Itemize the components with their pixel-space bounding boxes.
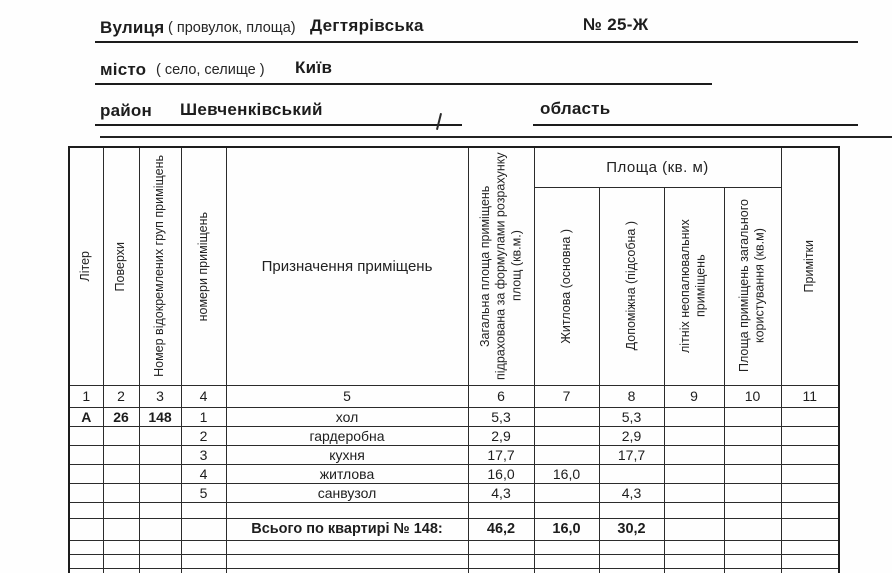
street-label: Вулиця [100, 18, 165, 37]
table-row-empty [69, 502, 839, 518]
table-row [69, 483, 839, 502]
cell-total-area: 2,9 [468, 426, 534, 445]
cell-floors [103, 426, 139, 445]
column-number: 6 [468, 385, 534, 407]
cell-common-area [724, 426, 781, 445]
cell-group [139, 568, 181, 573]
header-total-area: Загальна площа приміщень підрахована за формулами розрахунку площ (кв.м.) [468, 147, 534, 385]
district-underline [95, 124, 462, 126]
table-row-empty [69, 540, 839, 554]
cell-living-area: 16,0 [534, 518, 599, 540]
cell-notes [781, 540, 839, 554]
cell-summer-area [664, 407, 724, 426]
region-label: область [540, 99, 611, 118]
district-label: район [100, 101, 152, 120]
house-number-value: № 25-Ж [583, 15, 649, 34]
cell-room-number [181, 518, 226, 540]
cell-notes [781, 483, 839, 502]
cell-summer-area [664, 540, 724, 554]
cell-liter [69, 502, 103, 518]
cell-aux-area [599, 464, 664, 483]
cell-common-area [724, 464, 781, 483]
column-number-row [69, 385, 839, 407]
cell-purpose: хол [226, 407, 468, 426]
cell-common-area [724, 540, 781, 554]
cell-notes [781, 518, 839, 540]
cell-group: 148 [139, 407, 181, 426]
cell-floors [103, 568, 139, 573]
cell-floors [103, 445, 139, 464]
header-notes: Примітки [781, 147, 839, 385]
cell-room-number [181, 540, 226, 554]
cell-room-number [181, 568, 226, 573]
cell-summer-area [664, 464, 724, 483]
city-value: Київ [295, 58, 333, 77]
cell-liter [69, 445, 103, 464]
column-number: 4 [181, 385, 226, 407]
cell-room-number [181, 554, 226, 568]
cell-room-number: 1 [181, 407, 226, 426]
cell-group [139, 464, 181, 483]
cell-living-area [534, 568, 599, 573]
cell-floors [103, 502, 139, 518]
cell-liter [69, 568, 103, 573]
total-label: Всього по квартирі № 148: [226, 518, 468, 540]
cell-floors [103, 554, 139, 568]
stray-tick-mark [436, 113, 442, 130]
cell-purpose [226, 502, 468, 518]
cell-liter [69, 483, 103, 502]
cell-total-area: 17,7 [468, 445, 534, 464]
cell-group [139, 445, 181, 464]
cell-group [139, 518, 181, 540]
cell-summer-area [664, 483, 724, 502]
cell-living-area [534, 483, 599, 502]
cell-aux-area: 2,9 [599, 426, 664, 445]
cell-liter [69, 518, 103, 540]
cell-notes [781, 407, 839, 426]
table-row-empty [69, 568, 839, 573]
cell-summer-area [664, 426, 724, 445]
cell-group [139, 483, 181, 502]
cell-aux-area: 30,2 [599, 518, 664, 540]
cell-common-area [724, 407, 781, 426]
cell-living-area [534, 540, 599, 554]
cell-aux-area: 4,3 [599, 483, 664, 502]
table-row [69, 426, 839, 445]
section-divider-line [100, 136, 892, 138]
region-underline [533, 124, 858, 126]
cell-floors [103, 464, 139, 483]
cell-living-area [534, 445, 599, 464]
column-number: 3 [139, 385, 181, 407]
cell-group [139, 426, 181, 445]
table-row-empty [69, 554, 839, 568]
cell-aux-area [599, 554, 664, 568]
cell-room-number: 4 [181, 464, 226, 483]
cell-purpose [226, 540, 468, 554]
cell-notes [781, 464, 839, 483]
cell-common-area [724, 483, 781, 502]
cell-notes [781, 502, 839, 518]
column-number: 2 [103, 385, 139, 407]
cell-aux-area [599, 540, 664, 554]
cell-summer-area [664, 502, 724, 518]
cell-room-number: 3 [181, 445, 226, 464]
cell-total-area: 4,3 [468, 483, 534, 502]
header-common-area: Площа приміщень загального користування (кв.м) [724, 187, 781, 385]
cell-notes [781, 426, 839, 445]
cell-purpose: кухня [226, 445, 468, 464]
cell-common-area [724, 554, 781, 568]
street-sublabel: ( провулок, площа) [168, 20, 296, 36]
cell-floors [103, 483, 139, 502]
cell-purpose: гардеробна [226, 426, 468, 445]
cell-purpose: житлова [226, 464, 468, 483]
header-liter: Літер [69, 147, 103, 385]
cell-common-area [724, 568, 781, 573]
cell-aux-area: 5,3 [599, 407, 664, 426]
cell-total-area: 16,0 [468, 464, 534, 483]
header-aux-area: Допоміжна (підсобна ) [599, 187, 664, 385]
cell-total-area [468, 502, 534, 518]
city-label: місто [100, 60, 147, 79]
cell-total-area [468, 568, 534, 573]
table-row [69, 445, 839, 464]
cell-summer-area [664, 554, 724, 568]
cell-liter [69, 540, 103, 554]
table-row-total [69, 518, 839, 540]
city-underline [95, 83, 712, 85]
cell-room-number: 2 [181, 426, 226, 445]
cell-aux-area [599, 568, 664, 573]
cell-living-area: 16,0 [534, 464, 599, 483]
cell-total-area: 46,2 [468, 518, 534, 540]
header-floors: Поверхи [103, 147, 139, 385]
cell-living-area [534, 502, 599, 518]
header-group-number: Номер відокремлених груп приміщень [139, 147, 181, 385]
cell-notes [781, 568, 839, 573]
header-purpose: Призначення приміщень [226, 147, 468, 385]
header-summer-area: літніх неопалювальних приміщень [664, 187, 724, 385]
cell-notes [781, 445, 839, 464]
cell-total-area: 5,3 [468, 407, 534, 426]
column-number: 10 [724, 385, 781, 407]
column-number: 1 [69, 385, 103, 407]
room-inventory-table [68, 146, 840, 573]
cell-floors [103, 518, 139, 540]
cell-liter: А [69, 407, 103, 426]
cell-living-area [534, 407, 599, 426]
cell-group [139, 540, 181, 554]
cell-room-number [181, 502, 226, 518]
column-number: 8 [599, 385, 664, 407]
column-number: 5 [226, 385, 468, 407]
table-row [69, 464, 839, 483]
header-room-numbers: номери приміщень [181, 147, 226, 385]
column-number: 9 [664, 385, 724, 407]
cell-group [139, 554, 181, 568]
district-value: Шевченківський [180, 100, 323, 119]
cell-liter [69, 464, 103, 483]
cell-common-area [724, 502, 781, 518]
cell-common-area [724, 518, 781, 540]
column-number: 7 [534, 385, 599, 407]
cell-liter [69, 426, 103, 445]
cell-purpose [226, 568, 468, 573]
cell-floors [103, 540, 139, 554]
cell-notes [781, 554, 839, 568]
cell-aux-area [599, 502, 664, 518]
cell-summer-area [664, 445, 724, 464]
street-value: Дегтярівська [310, 16, 424, 35]
cell-group [139, 502, 181, 518]
header-area-group: Площа (кв. м) [534, 147, 781, 187]
cell-living-area [534, 426, 599, 445]
cell-summer-area [664, 518, 724, 540]
cell-living-area [534, 554, 599, 568]
cell-common-area [724, 445, 781, 464]
cell-total-area [468, 540, 534, 554]
cell-room-number: 5 [181, 483, 226, 502]
cell-total-area [468, 554, 534, 568]
column-number: 11 [781, 385, 839, 407]
cell-summer-area [664, 568, 724, 573]
cell-floors: 26 [103, 407, 139, 426]
street-underline [95, 41, 858, 43]
cell-purpose: санвузол [226, 483, 468, 502]
table-row [69, 407, 839, 426]
cell-liter [69, 554, 103, 568]
cell-aux-area: 17,7 [599, 445, 664, 464]
city-sublabel: ( село, селище ) [156, 62, 265, 78]
header-living-area: Житлова (основна ) [534, 187, 599, 385]
cell-purpose [226, 554, 468, 568]
